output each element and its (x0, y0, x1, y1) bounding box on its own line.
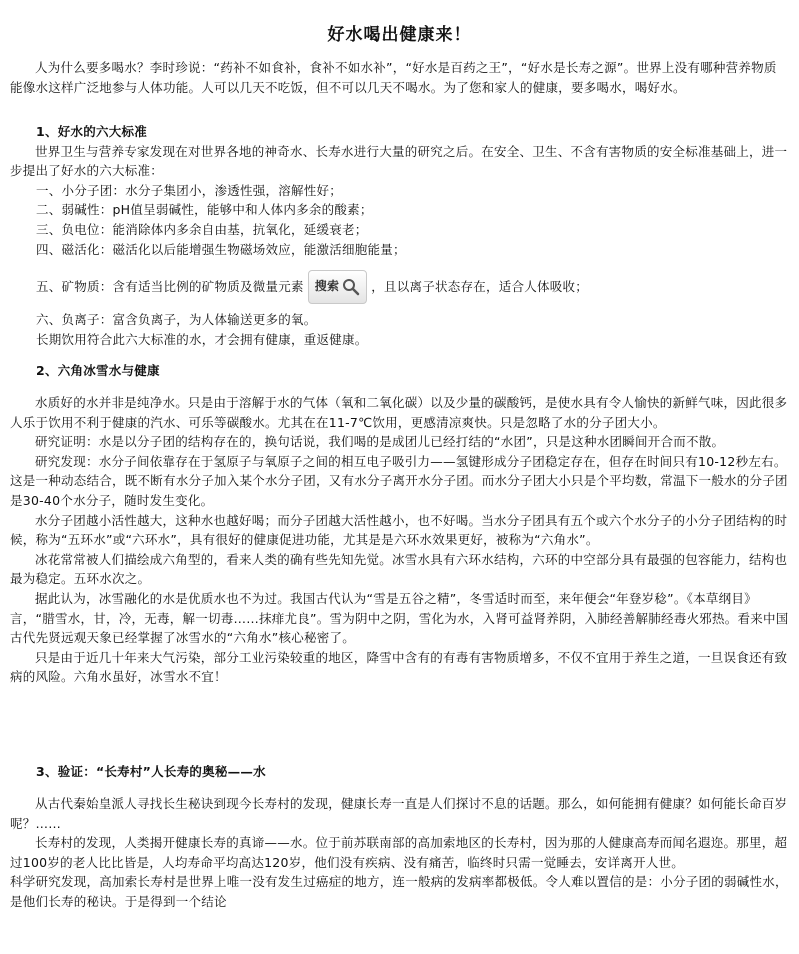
section-2-paragraph: 只是由于近几十年来大气污染，部分工业污染较重的地区，降雪中含有的有毒有害物质增多，不仅不宜用于养生之道，一旦误食还有致病的风险。六角水虽好，冰雪水不宜！ (10, 649, 788, 685)
intro-block (10, 58, 789, 97)
section-1-closing: 长期饮用符合此六大标准的水，才会拥有健康，重返健康。 (36, 331, 368, 347)
standard-item-5-text: 五、矿物质：含有适当比例的矿物质及微量元素 (36, 279, 304, 295)
standard-item-5-row (10, 270, 789, 304)
intro-paragraph: 人为什么要多喝水？李时珍说：“药补不如食补，食补不如水补”，“好水是百药之王”，“好水是长寿之源”。世界上没有哪种营养物质能像水这样广泛地参与人体功能。人可以几天不吃饭，但不可以几天不喝水。为了您和家人的健康，要多喝水，喝好水。 (10, 60, 777, 95)
standard-item: 一、小分子团：水分子集团小，渗透性强，溶解性好； (36, 182, 343, 198)
section-2-heading-row (10, 361, 789, 381)
section-3-heading-row (10, 762, 789, 782)
section-2-paragraph: 水质好的水并非是纯净水。只是由于溶解于水的气体（氧和二氧化碳）以及少量的碳酸钙，是使水具有令人愉快的新鲜气味，因此很多人乐于饮用不利于健康的汽水、可乐等碳酸水。尤其在在11-7℃饮用，更感清凉爽快。只是忽略了水的分子团大小。 (10, 395, 788, 430)
section-3-paragraph: 科学研究发现，高加索长寿村是世界上唯一没有发生过癌症的地方，连一般病的发病率都极低。令人难以置信的是：小分子团的弱碱性水，是他们长寿的秘诀。于是得到一个结论 (10, 874, 788, 909)
magnifier-icon (342, 278, 360, 296)
section-1 (10, 122, 789, 259)
article-title: 好水喝出健康来！ (327, 25, 472, 45)
standard-item: 六、负离子：富含负离子，为人体输送更多的氧。 (36, 312, 317, 327)
section-3 (10, 794, 789, 912)
section-2-paragraph: 冰花常常被人们描绘成六角型的，看来人类的确有些先知先觉。冰雪水具有六环水结构，六环的中空部分具有最强的包容能力，结构也最为稳定。五环水次之。 (10, 551, 788, 587)
search-button-label: 搜索 (314, 279, 340, 294)
search-button[interactable] (308, 270, 368, 304)
standard-item-5-text-end: ，且以离子状态存在，适合人体吸收； (371, 279, 589, 295)
section-1-heading: 1、好水的六大标准 (36, 124, 147, 139)
section-3-paragraph: 从古代秦始皇派人寻找长生秘诀到现今长寿村的发现，健康长寿一直是人们探讨不息的话题。那么，如何能拥有健康？如何能长命百岁呢？…… (10, 796, 788, 831)
section-1-intro: 世界卫生与营养专家发现在对世界各地的神奇水、长寿水进行大量的研究之后。在安全、卫生、不含有害物质的安全标准基础上，进一步提出了好水的六大标准： (10, 143, 788, 179)
section-2-paragraph: 据此认为，冰雪融化的水是优质水也不为过。我国古代认为“雪是五谷之精”，冬雪适时而至，来年便会“年登岁稔”。《本草纲目》言，“腊雪水，甘，冷，无毒，解一切毒……抹痱尤良”。雪为阴中之阴，雪化为水，入肾可益肾养阴，入肺经善解肺经毒火邪热。看来中国古代先贤远观天象已经掌握了冰雪水的“六角水”核心秘密了。 (10, 590, 789, 646)
standard-item: 四、磁活化：磁活化以后能增强生物磁场效应，能激活细胞能量； (36, 241, 406, 257)
standard-item: 三、负电位：能消除体内多余自由基，抗氧化，延缓衰老； (36, 221, 368, 237)
section-1-end (10, 310, 789, 349)
section-2-heading: 2、六角冰雪水与健康 (36, 363, 160, 378)
section-2-paragraph: 研究证明：水是以分子团的结构存在的，换句话说，我们喝的是成团儿已经打结的“水团”，只是这种水团瞬间开合而不散。 (35, 434, 725, 450)
section-2-paragraph: 研究发现：水分子间依靠存在于氢原子与氧原子之间的相互电子吸引力——氢键形成分子团稳定存在，但存在时间只有10-12秒左右。这是一种动态结合，既不断有水分子加入某个水分子团，又有水分子离开水分子团。而水分子团大小只是个平均数，常温下一般水的分子团是30-40个水分子，随时发生变化。 (10, 453, 788, 508)
section-2 (10, 393, 789, 687)
section-3-heading: 3、验证：“长寿村”人长寿的奥秘——水 (36, 764, 266, 779)
section-3-paragraph: 长寿村的发现，人类揭开健康长寿的真谛——水。位于前苏联南部的高加索地区的长寿村，因为那的人健康高寿而闻名遐迩。那里，超过100岁的老人比比皆是，人均寿命平均高达120岁，他们没有疾病、没有痛苦，临终时只需一觉睡去，安详离开人世。 (10, 835, 788, 870)
section-2-paragraph: 水分子团越小活性越大，这种水也越好喝；而分子团越大活性越小，也不好喝。当水分子团具有五个或六个水分子的小分子团结构的时候，称为“五环水”或“六环水”，具有很好的健康促进功能，尤其是是六环水效果更好，被称为“六角水”。 (10, 512, 788, 548)
standard-item: 二、弱碱性：pH值呈弱碱性，能够中和人体内多余的酸素； (36, 202, 373, 218)
